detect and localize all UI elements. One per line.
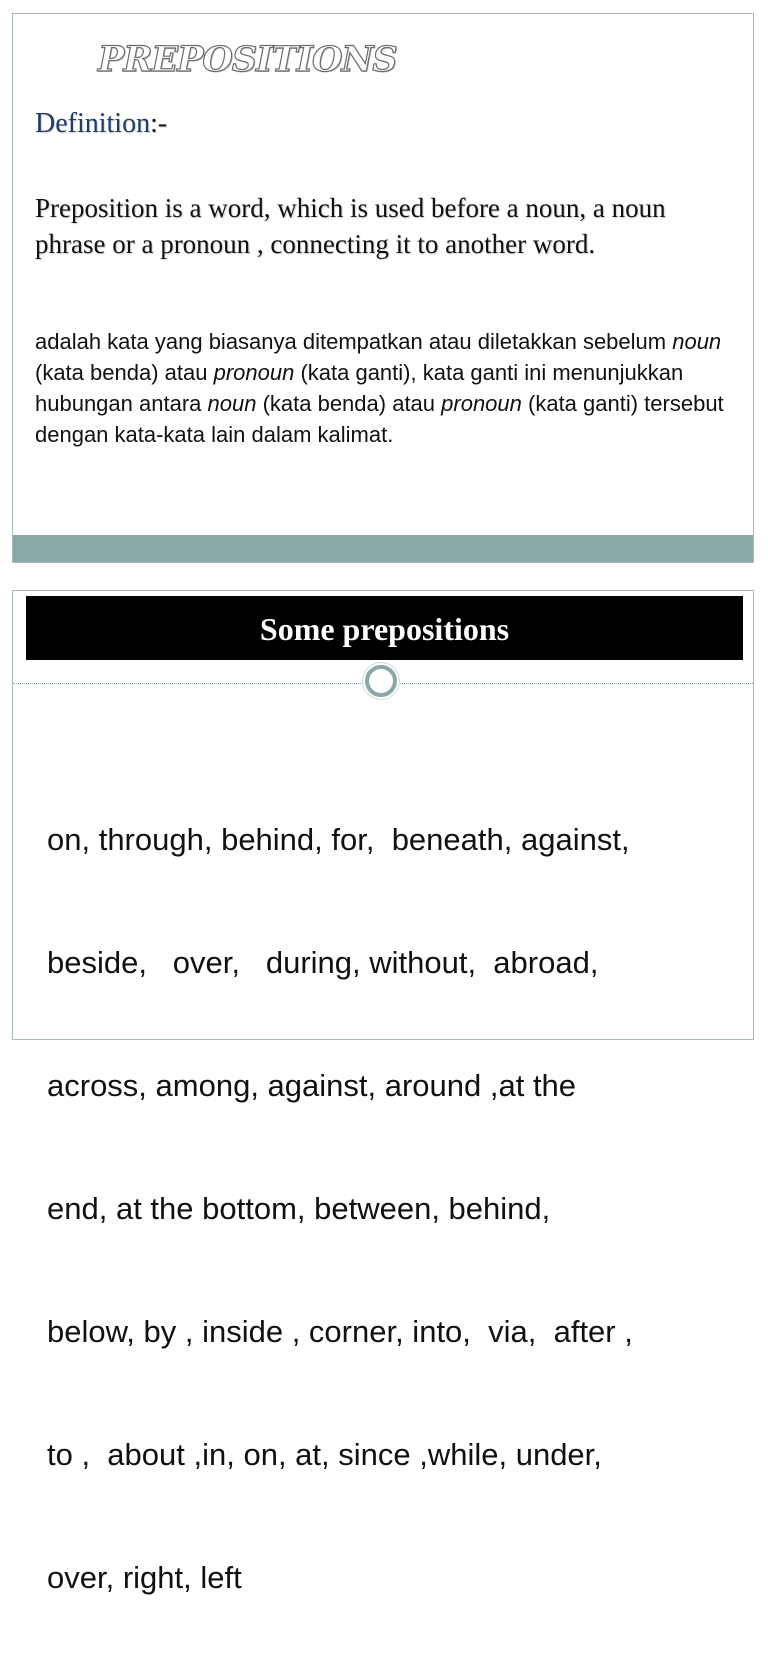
slide-title: PREPOSITIONS <box>98 39 397 80</box>
definition-id-text: (kata ganti), kata ganti ini menunjukkan hubungan antara <box>35 360 684 416</box>
definition-id-text: (kata benda) atau <box>256 391 442 416</box>
slide-some-prepositions <box>12 590 754 1595</box>
slide-header-title: Some prepositions <box>259 610 510 647</box>
slide-prepositions-definition <box>12 13 754 563</box>
definition-indonesian <box>35 326 735 450</box>
prepositions-line: end, at the bottom, between, behind, <box>47 1191 551 1226</box>
prepositions-line: on, through, behind, for, beneath, against, <box>47 822 630 857</box>
definition-english: Preposition is a word, which is used before a noun, a noun phrase or a pronoun , connecting it to another word. <box>35 193 666 259</box>
prepositions-line: below, by , inside , corner, into, via, after , <box>47 1314 633 1349</box>
definition-label: Definition <box>35 108 151 139</box>
term-noun: noun <box>672 329 722 354</box>
definition-id-text: (kata benda) atau <box>35 360 214 385</box>
prepositions-line: to , about ,in, on, at, since ,while, under, <box>47 1437 602 1472</box>
prepositions-line: across, among, against, around ,at the <box>47 1068 577 1103</box>
definition-heading <box>35 108 167 140</box>
definition-id-text: (kata ganti) tersebut dengan kata-kata lain dalam kalimat. <box>35 391 724 447</box>
definition-suffix: :- <box>150 108 168 139</box>
definition-id-text: adalah kata yang biasanya ditempatkan atau diletakkan sebelum <box>35 329 673 354</box>
prepositions-line: beside, over, during, without, abroad, <box>47 945 599 980</box>
slide-footer-bar <box>13 535 753 562</box>
prepositions-line: over, right, left <box>47 1560 242 1595</box>
term-pronoun: pronoun <box>441 391 522 416</box>
prepositions-list <box>47 737 727 1680</box>
term-pronoun: pronoun <box>213 360 295 385</box>
circle-ornament-icon <box>365 665 397 697</box>
slide-header-bar <box>26 596 743 660</box>
term-noun: noun <box>207 391 257 416</box>
